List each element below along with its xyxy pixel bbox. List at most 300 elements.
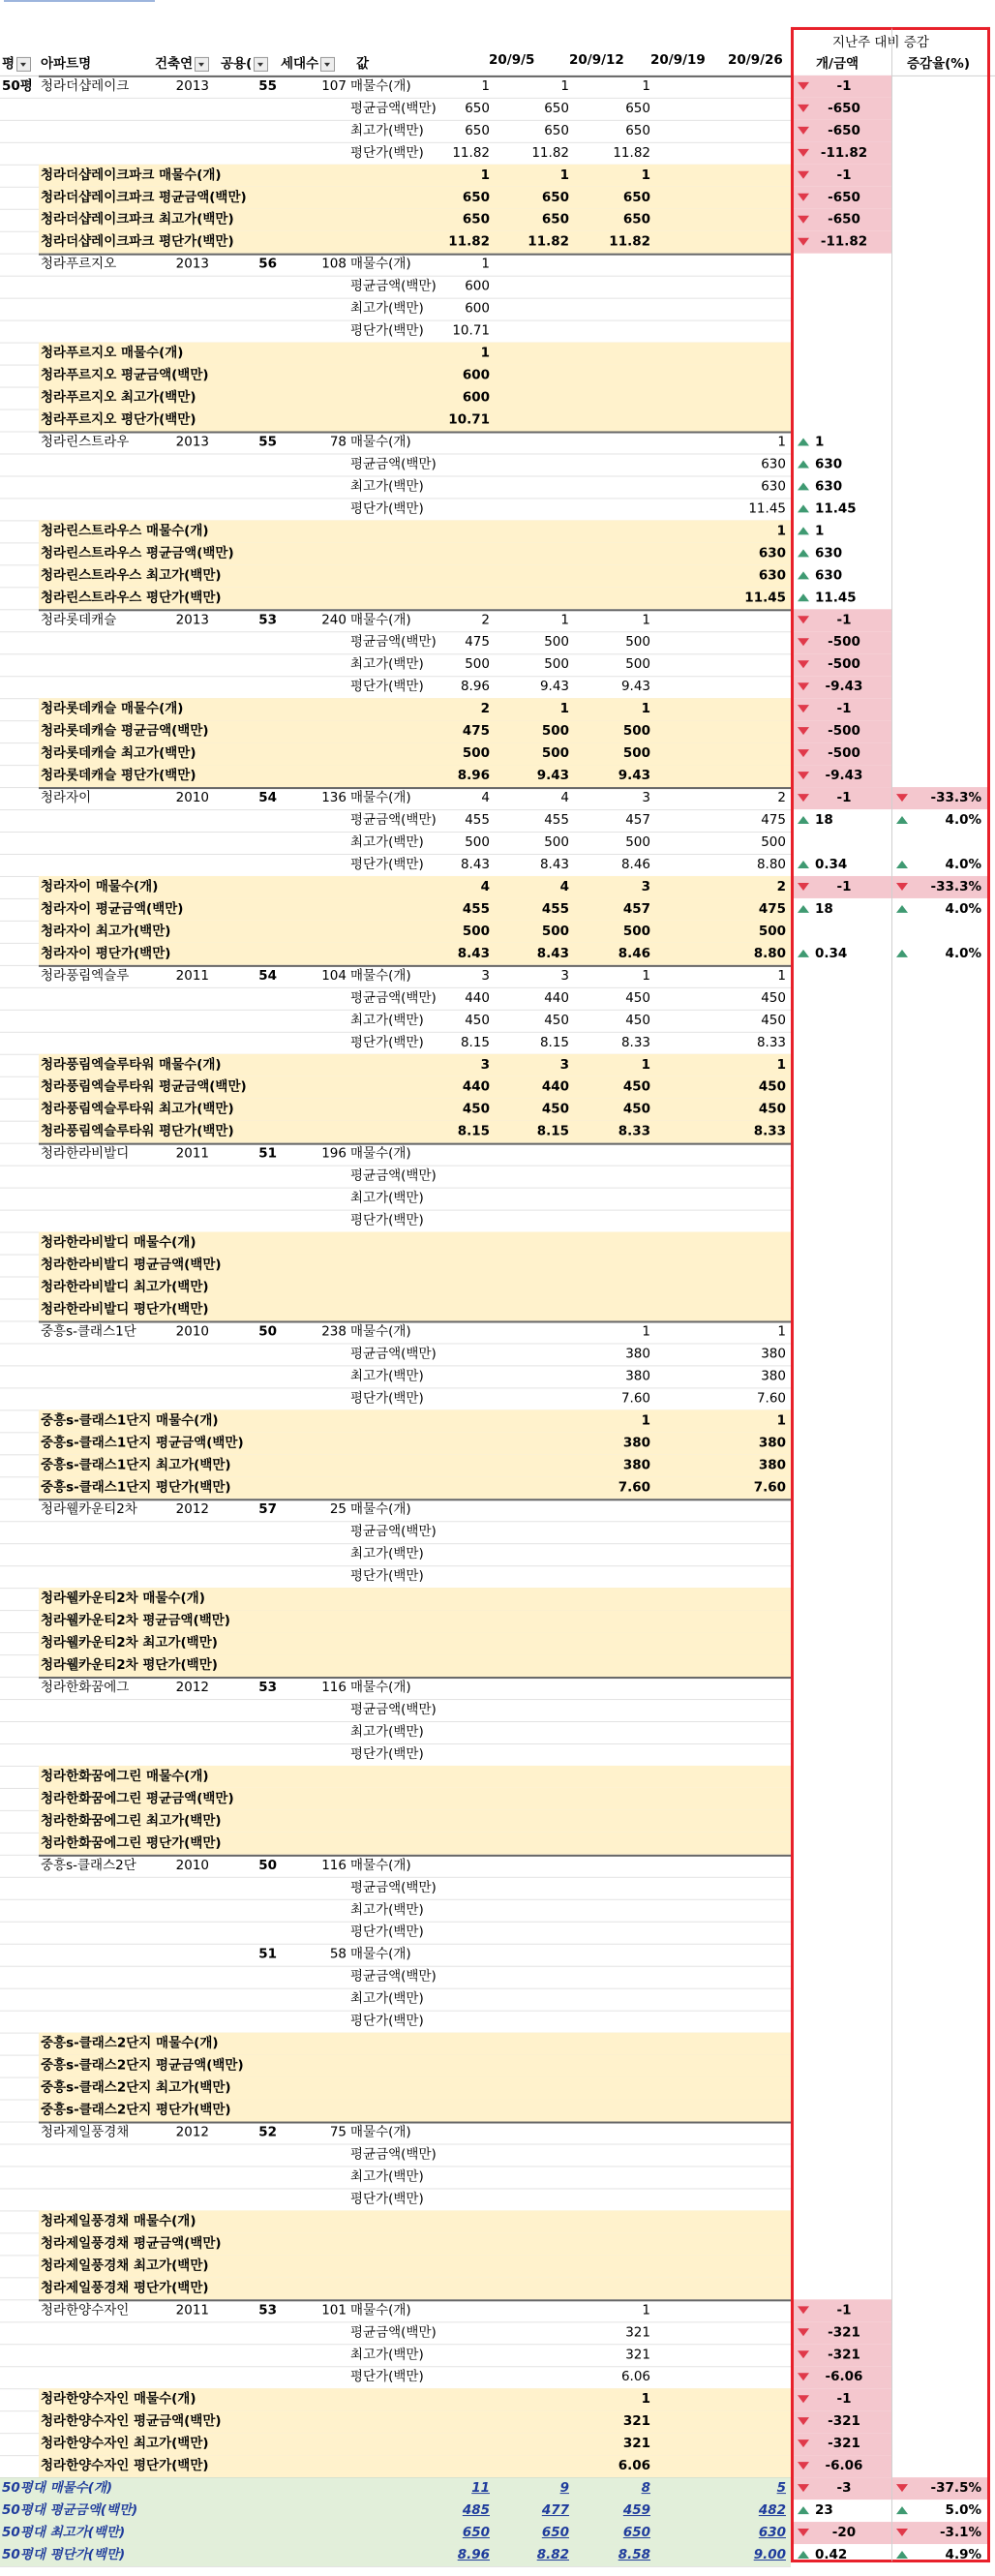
value-cell-3[interactable] — [578, 2188, 654, 2210]
value-cell-4[interactable] — [658, 276, 790, 298]
subtotal-value-cell-2[interactable]: 650 — [541, 211, 569, 227]
subtotal-value-cell-1[interactable]: 11.82 — [448, 233, 490, 250]
metric-label-cell[interactable]: 평단가(백만) — [350, 2013, 424, 2029]
value-cell-3[interactable] — [578, 2144, 654, 2167]
value-cell-4[interactable] — [658, 1899, 790, 1922]
subtotal-value-cell-4[interactable]: 630 — [758, 567, 786, 584]
value-cell-4[interactable] — [658, 98, 790, 120]
value-cell-3[interactable] — [578, 1699, 654, 1721]
subtotal-value-cell-3[interactable]: 500 — [622, 923, 650, 939]
subtotal-value-cell-3[interactable]: 500 — [622, 745, 650, 762]
value-cell-4[interactable]: 2 — [777, 790, 786, 806]
apartment-name-cell[interactable]: 청라한화꿈에그 — [41, 1680, 130, 1696]
value-cell-2[interactable]: 1 — [560, 77, 569, 94]
value-cell-2[interactable]: 500 — [544, 634, 569, 651]
value-cell-3[interactable]: 650 — [625, 122, 650, 138]
subtotal-value-cell-2[interactable]: 650 — [541, 189, 569, 205]
year-cell[interactable]: 2012 — [175, 1501, 209, 1518]
value-cell-1[interactable]: 500 — [465, 656, 490, 673]
total-label-cell[interactable]: 50평대 평균금액(백만) — [2, 2502, 138, 2519]
subtotal-value-cell-3[interactable]: 1 — [641, 701, 650, 717]
subtotal-value-cell-4[interactable]: 450 — [758, 1101, 786, 1117]
subtotal-value-cell-2[interactable]: 9.43 — [536, 768, 569, 784]
area-cell[interactable]: 57 — [258, 1501, 277, 1518]
value-cell-1[interactable] — [416, 2188, 494, 2210]
subtotal-value-cell-3[interactable]: 450 — [622, 1078, 650, 1095]
value-cell-1[interactable]: 1 — [481, 77, 490, 94]
metric-label-cell[interactable]: 평단가(백만) — [350, 2369, 424, 2385]
area-cell[interactable]: 55 — [258, 77, 277, 94]
value-cell-4[interactable] — [658, 676, 790, 698]
subtotal-value-cell-3[interactable]: 7.60 — [618, 1479, 650, 1496]
subtotal-value-cell-1[interactable]: 1 — [480, 167, 490, 183]
value-cell-1[interactable] — [416, 2299, 494, 2321]
value-cell-1[interactable] — [416, 1877, 494, 1899]
apartment-name-cell[interactable]: 청라린스트라우 — [41, 434, 130, 450]
value-cell-1[interactable]: 650 — [465, 122, 490, 138]
value-cell-2[interactable] — [498, 2321, 573, 2344]
value-cell-1[interactable]: 4 — [481, 790, 490, 806]
value-cell-2[interactable] — [498, 2299, 573, 2321]
value-cell-3[interactable] — [578, 431, 654, 453]
value-cell-2[interactable]: 11.82 — [531, 144, 569, 161]
area-cell[interactable]: 55 — [258, 434, 277, 450]
value-cell-2[interactable] — [498, 1677, 573, 1699]
value-cell-1[interactable]: 650 — [465, 100, 490, 116]
subtotal-value-cell-1[interactable]: 8.96 — [457, 768, 490, 784]
value-cell-3[interactable] — [578, 453, 654, 475]
total-value-cell-2[interactable]: 477 — [541, 2502, 569, 2519]
value-cell-3[interactable]: 500 — [625, 656, 650, 673]
total-value-cell-2[interactable]: 9 — [559, 2480, 569, 2497]
value-cell-4[interactable] — [658, 1188, 790, 1210]
header-year[interactable] — [155, 52, 209, 72]
subtotal-value-cell-3[interactable]: 650 — [622, 211, 650, 227]
value-cell-3[interactable]: 380 — [625, 1368, 650, 1384]
value-cell-2[interactable]: 8.43 — [539, 857, 569, 872]
metric-label-cell[interactable]: 평단가(백만) — [350, 144, 424, 161]
value-cell-4[interactable] — [658, 2344, 790, 2366]
subtotal-value-cell-4[interactable]: 1 — [776, 1056, 786, 1073]
metric-label-cell[interactable]: 매물수(개) — [350, 790, 411, 806]
area-cell[interactable]: 51 — [258, 1145, 277, 1162]
value-cell-2[interactable] — [498, 2144, 573, 2167]
value-cell-1[interactable] — [416, 1944, 494, 1966]
value-cell-2[interactable]: 1 — [560, 612, 569, 628]
value-cell-1[interactable] — [416, 475, 494, 498]
value-cell-4[interactable] — [658, 2166, 790, 2188]
value-cell-2[interactable] — [498, 1699, 573, 1721]
metric-label-cell[interactable]: 최고가(백만) — [350, 300, 424, 317]
value-cell-2[interactable] — [498, 1499, 573, 1521]
value-cell-3[interactable] — [578, 1521, 654, 1543]
units-cell[interactable]: 104 — [321, 967, 347, 984]
value-cell-2[interactable]: 9.43 — [539, 679, 569, 695]
area-cell[interactable]: 50 — [258, 1323, 277, 1340]
subtotal-value-cell-3[interactable]: 1 — [641, 167, 650, 183]
year-cell[interactable]: 2013 — [175, 434, 209, 450]
subtotal-value-cell-4[interactable]: 7.60 — [753, 1479, 786, 1496]
year-cell[interactable]: 2011 — [175, 2302, 209, 2318]
metric-label-cell[interactable]: 매물수(개) — [350, 1946, 411, 1962]
total-value-cell-4[interactable]: 5 — [776, 2480, 786, 2497]
value-cell-4[interactable]: 380 — [761, 1368, 786, 1384]
value-cell-3[interactable] — [578, 1966, 654, 1988]
subtotal-value-cell-3[interactable]: 3 — [641, 878, 650, 894]
value-cell-4[interactable] — [658, 609, 790, 631]
total-value-cell-4[interactable]: 482 — [758, 2502, 786, 2519]
value-cell-4[interactable] — [658, 1855, 790, 1877]
value-cell-4[interactable] — [658, 320, 790, 343]
value-cell-3[interactable] — [578, 1166, 654, 1188]
subtotal-value-cell-3[interactable]: 457 — [622, 900, 650, 917]
apartment-name-cell[interactable]: 중흥s-클래스1단 — [41, 1323, 136, 1340]
value-cell-3[interactable] — [578, 276, 654, 298]
value-cell-4[interactable] — [658, 2144, 790, 2167]
value-cell-4[interactable] — [658, 2011, 790, 2033]
subtotal-value-cell-1[interactable]: 500 — [462, 745, 490, 762]
value-cell-3[interactable]: 650 — [625, 100, 650, 116]
value-cell-1[interactable] — [416, 1543, 494, 1565]
subtotal-value-cell-1[interactable]: 600 — [462, 389, 490, 406]
metric-label-cell[interactable]: 매물수(개) — [350, 2302, 411, 2318]
value-cell-3[interactable] — [578, 1743, 654, 1766]
area-cell[interactable]: 52 — [258, 2124, 277, 2140]
value-cell-2[interactable] — [498, 1966, 573, 1988]
value-cell-1[interactable] — [416, 1365, 494, 1387]
value-cell-2[interactable]: 455 — [544, 812, 569, 829]
year-cell[interactable]: 2010 — [175, 790, 209, 806]
total-label-cell[interactable]: 50평대 매물수(개) — [2, 2480, 113, 2497]
metric-label-cell[interactable]: 매물수(개) — [350, 1857, 411, 1873]
value-cell-4[interactable] — [658, 1521, 790, 1543]
subtotal-value-cell-3[interactable]: 9.43 — [618, 768, 650, 784]
value-cell-4[interactable]: 8.80 — [756, 857, 786, 872]
value-cell-1[interactable] — [416, 1721, 494, 1743]
metric-label-cell[interactable]: 평단가(백만) — [350, 857, 424, 872]
value-cell-4[interactable] — [658, 1543, 790, 1565]
value-cell-2[interactable] — [498, 1877, 573, 1899]
value-cell-1[interactable] — [416, 1988, 494, 2011]
subtotal-value-cell-2[interactable]: 1 — [559, 167, 569, 183]
metric-label-cell[interactable]: 최고가(백만) — [350, 1012, 424, 1028]
subtotal-value-cell-4[interactable]: 450 — [758, 1078, 786, 1095]
year-cell[interactable]: 2011 — [175, 1145, 209, 1162]
apartment-name-cell[interactable]: 청라한라비발디 — [41, 1145, 130, 1162]
value-cell-4[interactable]: 11.45 — [748, 500, 786, 517]
subtotal-value-cell-2[interactable]: 8.15 — [536, 1123, 569, 1139]
total-value-cell-3[interactable]: 650 — [622, 2525, 650, 2541]
value-cell-2[interactable] — [498, 298, 573, 320]
metric-label-cell[interactable]: 평단가(백만) — [350, 1034, 424, 1050]
value-cell-4[interactable] — [658, 1210, 790, 1232]
value-cell-3[interactable] — [578, 1899, 654, 1922]
value-cell-3[interactable]: 3 — [642, 790, 650, 806]
subtotal-value-cell-3[interactable]: 6.06 — [618, 2458, 650, 2474]
area-cell[interactable]: 54 — [258, 967, 277, 984]
value-cell-1[interactable] — [416, 1210, 494, 1232]
value-cell-1[interactable]: 600 — [465, 278, 490, 294]
subtotal-value-cell-1[interactable]: 500 — [462, 923, 490, 939]
metric-label-cell[interactable]: 평단가(백만) — [350, 1212, 424, 1228]
metric-label-cell[interactable]: 평균금액(백만) — [350, 1346, 437, 1362]
value-cell-2[interactable] — [498, 1365, 573, 1387]
value-cell-4[interactable]: 630 — [761, 478, 786, 495]
header-pyeong[interactable] — [2, 52, 31, 72]
value-cell-1[interactable] — [416, 2122, 494, 2144]
value-cell-4[interactable]: 450 — [761, 1012, 786, 1028]
units-cell[interactable]: 196 — [321, 1145, 347, 1162]
value-cell-2[interactable] — [498, 2188, 573, 2210]
subtotal-value-cell-3[interactable]: 380 — [622, 1457, 650, 1473]
year-cell[interactable]: 2013 — [175, 612, 209, 628]
value-cell-2[interactable] — [498, 1143, 573, 1166]
value-cell-4[interactable] — [658, 2122, 790, 2144]
value-cell-4[interactable] — [658, 76, 790, 98]
metric-label-cell[interactable]: 평균금액(백만) — [350, 1879, 437, 1895]
apartment-name-cell[interactable]: 청라더샵레이크 — [41, 77, 130, 94]
value-cell-1[interactable]: 10.71 — [452, 322, 490, 339]
subtotal-value-cell-3[interactable]: 380 — [622, 1435, 650, 1451]
metric-label-cell[interactable]: 평균금액(백만) — [350, 2146, 437, 2163]
value-cell-2[interactable]: 4 — [560, 790, 569, 806]
area-cell[interactable]: 54 — [258, 790, 277, 806]
subtotal-value-cell-2[interactable]: 4 — [559, 878, 569, 894]
value-cell-4[interactable] — [658, 1944, 790, 1966]
year-cell[interactable]: 2011 — [175, 967, 209, 984]
value-cell-2[interactable] — [498, 1188, 573, 1210]
subtotal-value-cell-1[interactable]: 2 — [480, 701, 490, 717]
value-cell-3[interactable] — [578, 320, 654, 343]
value-cell-3[interactable]: 1 — [642, 2302, 650, 2318]
value-cell-2[interactable] — [498, 1166, 573, 1188]
value-cell-3[interactable]: 380 — [625, 1346, 650, 1362]
metric-label-cell[interactable]: 매물수(개) — [350, 612, 411, 628]
value-cell-4[interactable]: 8.33 — [756, 1034, 786, 1050]
total-value-cell-3[interactable]: 459 — [622, 2502, 650, 2519]
subtotal-value-cell-3[interactable]: 1 — [641, 1412, 650, 1429]
value-cell-1[interactable] — [416, 2011, 494, 2033]
value-cell-1[interactable]: 455 — [465, 812, 490, 829]
value-cell-3[interactable]: 500 — [625, 634, 650, 651]
subtotal-value-cell-2[interactable]: 500 — [541, 723, 569, 740]
apartment-name-cell[interactable]: 청라한양수자인 — [41, 2302, 130, 2318]
value-cell-3[interactable] — [578, 1922, 654, 1944]
value-cell-2[interactable]: 3 — [560, 967, 569, 984]
area-cell[interactable]: 51 — [258, 1946, 277, 1962]
metric-label-cell[interactable]: 평균금액(백만) — [350, 812, 437, 829]
metric-label-cell[interactable]: 평균금액(백만) — [350, 100, 437, 116]
filter-units-icon[interactable] — [320, 56, 335, 71]
value-cell-2[interactable] — [498, 1543, 573, 1565]
value-cell-3[interactable] — [578, 1143, 654, 1166]
subtotal-value-cell-2[interactable]: 1 — [559, 701, 569, 717]
value-cell-4[interactable] — [658, 2321, 790, 2344]
value-cell-1[interactable] — [416, 1166, 494, 1188]
value-cell-3[interactable] — [578, 2166, 654, 2188]
metric-label-cell[interactable]: 평균금액(백만) — [350, 1524, 437, 1540]
value-cell-4[interactable]: 1 — [777, 967, 786, 984]
subtotal-value-cell-1[interactable]: 650 — [462, 189, 490, 205]
metric-label-cell[interactable]: 매물수(개) — [350, 2124, 411, 2140]
apartment-name-cell[interactable]: 청라풍림엑슬루 — [41, 967, 130, 984]
subtotal-value-cell-1[interactable]: 600 — [462, 367, 490, 383]
value-cell-3[interactable] — [578, 1944, 654, 1966]
value-cell-1[interactable] — [416, 1922, 494, 1944]
value-cell-4[interactable] — [658, 1499, 790, 1521]
subtotal-value-cell-1[interactable]: 1 — [480, 345, 490, 361]
value-cell-4[interactable] — [658, 1922, 790, 1944]
subtotal-value-cell-3[interactable]: 1 — [641, 1056, 650, 1073]
total-value-cell-4[interactable]: 630 — [758, 2525, 786, 2541]
value-cell-1[interactable]: 450 — [465, 1012, 490, 1028]
value-cell-1[interactable] — [416, 1699, 494, 1721]
subtotal-value-cell-4[interactable]: 1 — [776, 1412, 786, 1429]
metric-label-cell[interactable]: 매물수(개) — [350, 1145, 411, 1162]
metric-label-cell[interactable]: 최고가(백만) — [350, 2168, 424, 2185]
metric-label-cell[interactable]: 평단가(백만) — [350, 500, 424, 517]
value-cell-2[interactable] — [498, 254, 573, 276]
units-cell[interactable]: 78 — [329, 434, 347, 450]
value-cell-2[interactable] — [498, 431, 573, 453]
subtotal-value-cell-1[interactable]: 8.15 — [457, 1123, 490, 1139]
metric-label-cell[interactable]: 평단가(백만) — [350, 679, 424, 695]
year-cell[interactable]: 2013 — [175, 77, 209, 94]
value-cell-2[interactable] — [498, 320, 573, 343]
total-label-cell[interactable]: 50평대 평단가(백만) — [2, 2547, 126, 2563]
value-cell-4[interactable] — [658, 1143, 790, 1166]
value-cell-1[interactable] — [416, 1677, 494, 1699]
value-cell-3[interactable] — [578, 1877, 654, 1899]
filter-pyeong-icon[interactable] — [16, 56, 31, 71]
value-cell-3[interactable]: 8.46 — [620, 857, 650, 872]
subtotal-value-cell-4[interactable]: 8.33 — [753, 1123, 786, 1139]
total-value-cell-3[interactable]: 8 — [641, 2480, 650, 2497]
total-value-cell-1[interactable]: 485 — [462, 2502, 490, 2519]
units-cell[interactable]: 25 — [329, 1501, 347, 1518]
value-cell-4[interactable] — [658, 1966, 790, 1988]
total-value-cell-3[interactable]: 8.58 — [618, 2547, 650, 2563]
value-cell-2[interactable] — [498, 1521, 573, 1543]
units-cell[interactable]: 136 — [321, 790, 347, 806]
subtotal-value-cell-4[interactable]: 380 — [758, 1435, 786, 1451]
metric-label-cell[interactable]: 매물수(개) — [350, 1501, 411, 1518]
value-cell-3[interactable] — [578, 1988, 654, 2011]
group-label-cell[interactable]: 50평 — [2, 77, 33, 94]
value-cell-1[interactable] — [416, 431, 494, 453]
value-cell-2[interactable]: 8.15 — [539, 1034, 569, 1050]
metric-label-cell[interactable]: 최고가(백만) — [350, 1368, 424, 1384]
subtotal-value-cell-3[interactable]: 321 — [622, 2436, 650, 2452]
value-cell-2[interactable] — [498, 1944, 573, 1966]
subtotal-value-cell-1[interactable]: 10.71 — [448, 411, 490, 428]
value-cell-1[interactable] — [416, 2344, 494, 2366]
metric-label-cell[interactable]: 평단가(백만) — [350, 2191, 424, 2207]
value-cell-4[interactable] — [658, 1988, 790, 2011]
metric-label-cell[interactable]: 최고가(백만) — [350, 122, 424, 138]
value-cell-3[interactable] — [578, 1188, 654, 1210]
metric-label-cell[interactable]: 평균금액(백만) — [350, 1968, 437, 1985]
value-cell-3[interactable]: 321 — [625, 2324, 650, 2341]
metric-label-cell[interactable]: 평균금액(백만) — [350, 2324, 437, 2341]
value-cell-1[interactable]: 1 — [481, 256, 490, 272]
metric-label-cell[interactable]: 평단가(백만) — [350, 1745, 424, 1762]
subtotal-value-cell-2[interactable]: 8.43 — [536, 945, 569, 961]
value-cell-3[interactable]: 6.06 — [620, 2369, 650, 2385]
value-cell-3[interactable]: 1 — [642, 967, 650, 984]
value-cell-4[interactable] — [658, 2299, 790, 2321]
subtotal-value-cell-3[interactable]: 1 — [641, 2391, 650, 2408]
metric-label-cell[interactable]: 최고가(백만) — [350, 1723, 424, 1740]
subtotal-value-cell-2[interactable]: 3 — [559, 1056, 569, 1073]
apartment-name-cell[interactable]: 청라자이 — [41, 790, 92, 806]
value-cell-2[interactable] — [498, 1565, 573, 1588]
subtotal-value-cell-2[interactable]: 500 — [541, 745, 569, 762]
value-cell-3[interactable]: 1 — [642, 1323, 650, 1340]
metric-label-cell[interactable]: 평단가(백만) — [350, 1568, 424, 1585]
value-cell-1[interactable] — [416, 1966, 494, 1988]
subtotal-value-cell-1[interactable]: 8.43 — [457, 945, 490, 961]
value-cell-3[interactable] — [578, 1721, 654, 1743]
apartment-name-cell[interactable]: 청라롯데캐슬 — [41, 612, 117, 628]
subtotal-value-cell-1[interactable]: 450 — [462, 1101, 490, 1117]
header-area[interactable] — [221, 52, 268, 72]
subtotal-value-cell-3[interactable]: 8.33 — [618, 1123, 650, 1139]
subtotal-value-cell-2[interactable]: 455 — [541, 900, 569, 917]
value-cell-3[interactable] — [578, 475, 654, 498]
value-cell-4[interactable]: 380 — [761, 1346, 786, 1362]
subtotal-value-cell-2[interactable]: 500 — [541, 923, 569, 939]
value-cell-3[interactable]: 457 — [625, 812, 650, 829]
value-cell-4[interactable]: 475 — [761, 812, 786, 829]
subtotal-value-cell-2[interactable]: 11.82 — [528, 233, 569, 250]
value-cell-1[interactable]: 500 — [465, 834, 490, 851]
value-cell-3[interactable] — [578, 1543, 654, 1565]
subtotal-value-cell-3[interactable]: 650 — [622, 189, 650, 205]
value-cell-1[interactable]: 8.96 — [460, 679, 490, 695]
value-cell-1[interactable] — [416, 498, 494, 520]
year-cell[interactable]: 2012 — [175, 2124, 209, 2140]
metric-label-cell[interactable]: 매물수(개) — [350, 1680, 411, 1696]
value-cell-3[interactable]: 8.33 — [620, 1034, 650, 1050]
value-cell-1[interactable] — [416, 1387, 494, 1409]
value-cell-2[interactable] — [498, 276, 573, 298]
value-cell-2[interactable]: 500 — [544, 834, 569, 851]
value-cell-4[interactable] — [658, 1877, 790, 1899]
value-cell-1[interactable]: 2 — [481, 612, 490, 628]
value-cell-1[interactable] — [416, 2166, 494, 2188]
metric-label-cell[interactable]: 최고가(백만) — [350, 1990, 424, 2007]
metric-label-cell[interactable]: 최고가(백만) — [350, 1190, 424, 1206]
value-cell-4[interactable] — [658, 2188, 790, 2210]
value-cell-3[interactable]: 500 — [625, 834, 650, 851]
value-cell-3[interactable] — [578, 1855, 654, 1877]
value-cell-4[interactable] — [658, 1565, 790, 1588]
subtotal-value-cell-3[interactable]: 500 — [622, 723, 650, 740]
total-value-cell-1[interactable]: 650 — [462, 2525, 490, 2541]
value-cell-3[interactable] — [578, 2011, 654, 2033]
units-cell[interactable]: 101 — [321, 2302, 347, 2318]
value-cell-3[interactable]: 321 — [625, 2347, 650, 2363]
value-cell-1[interactable] — [416, 453, 494, 475]
value-cell-2[interactable] — [498, 1743, 573, 1766]
units-cell[interactable]: 75 — [329, 2124, 347, 2140]
value-cell-4[interactable] — [658, 142, 790, 165]
subtotal-value-cell-1[interactable]: 440 — [462, 1078, 490, 1095]
value-cell-4[interactable]: 500 — [761, 834, 786, 851]
metric-label-cell[interactable]: 최고가(백만) — [350, 834, 424, 851]
value-cell-3[interactable] — [578, 2122, 654, 2144]
